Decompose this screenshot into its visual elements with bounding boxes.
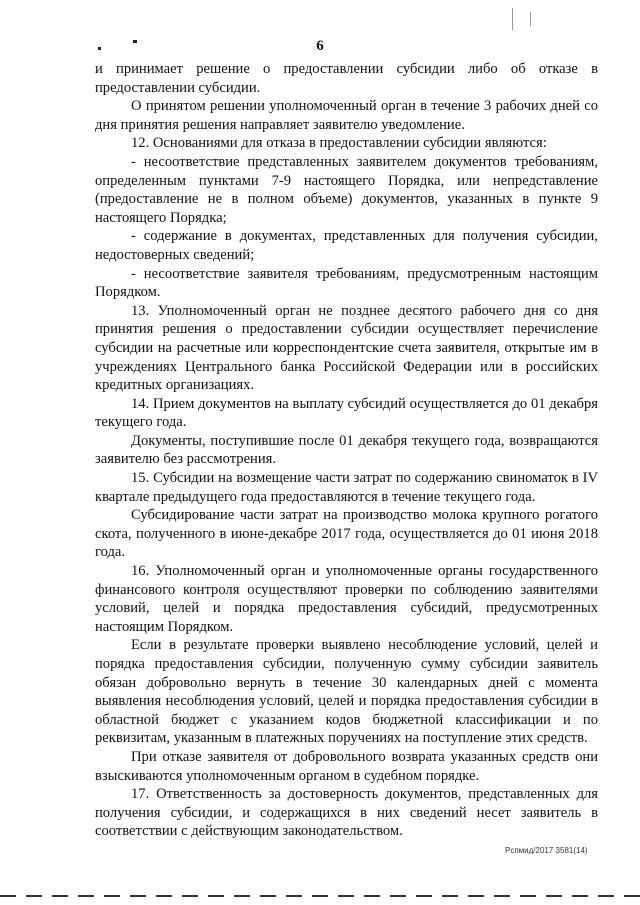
paragraph: - содержание в документах, представленных для получения субсидии, недостоверных сведений; — [95, 228, 598, 263]
paragraph: - несоответствие заявителя требованиям, предусмотренным настоящим Порядком. — [95, 265, 598, 301]
paragraph: 13. Уполномоченный орган не позднее десятого рабочего дня со дня принятия решения о предоставлении субсидии осуществляет перечисление субсидии на расчетные или корреспондентские счета заявителя, открытые им в учреждениях Центрального банка Российской Федерации или в российских кредитных организациях. — [95, 302, 598, 394]
paragraph: При отказе заявителя от добровольного возврата указанных средств они взыскиваются уполномоченным органом в судебном порядке. — [95, 748, 598, 784]
paragraph: - несоответствие представленных заявителем документов требованиям, определенным пунктами 7-9 настоящего Порядка, или непредставление (предоставление не в полном объеме) документов, указанных в пункте 9 настоящего Порядка; — [95, 153, 598, 226]
paragraph: О принятом решении уполномоченный орган в течение 3 рабочих дней со дня принятия решения направляет заявителю уведомление. — [95, 98, 598, 133]
paragraph: 17. Ответственность за достоверность документов, представленных для получения субсидии, и содержащихся в них сведений несет заявитель в соответствии с действующим законодательством. — [95, 786, 598, 840]
paragraph: 15. Субсидии на возмещение части затрат по содержанию свиноматок в IV квартале предыдущего года предоставляются в течение текущего года. — [95, 470, 598, 505]
paragraph: Если в результате проверки выявлено несоблюдение условий, целей и порядка предоставления субсидии, полученную сумму субсидии заявитель обязан добровольно вернуть в течение 30 календарных дней с момента выявления несоблюдения условий, целей и порядка предоставления субсидии в областной бюджет с указанием кодов бюджетной классификации и по реквизитам, указанным в платежных поручениях на поступление этих средств. — [95, 637, 598, 747]
paragraph: Документы, поступившие после 01 декабря текущего года, возвращаются заявителю без рассмотрения. — [95, 432, 598, 468]
paragraph: 12. Основаниями для отказа в предоставлении субсидии являются: — [131, 135, 547, 152]
paragraph: Субсидирование части затрат на производство молока крупного рогатого скота, полученного в июне-декабре 2017 года, осуществляется до 01 июня 2018 года. — [95, 507, 598, 561]
document-body — [95, 60, 598, 841]
footer-document-code: Рспмид/2017 3581(14) — [505, 846, 588, 855]
scan-edge-line — [512, 8, 513, 30]
page-number: 6 — [316, 38, 324, 54]
bottom-dashed-line — [0, 895, 640, 897]
scan-edge-line — [530, 12, 531, 26]
paragraph: и принимает решение о предоставлении субсидии либо об отказе в предоставлении субсидии. — [95, 61, 598, 96]
paragraph: 16. Уполномоченный орган и уполномоченные органы государственного финансового контроля осуществляют проверки по соблюдению заявителями условий, целей и порядка предоставления субсидий, предусмотренных настоящим Порядком. — [95, 563, 598, 635]
paragraph: 14. Прием документов на выплату субсидий осуществляется до 01 декабря текущего года. — [95, 395, 598, 431]
